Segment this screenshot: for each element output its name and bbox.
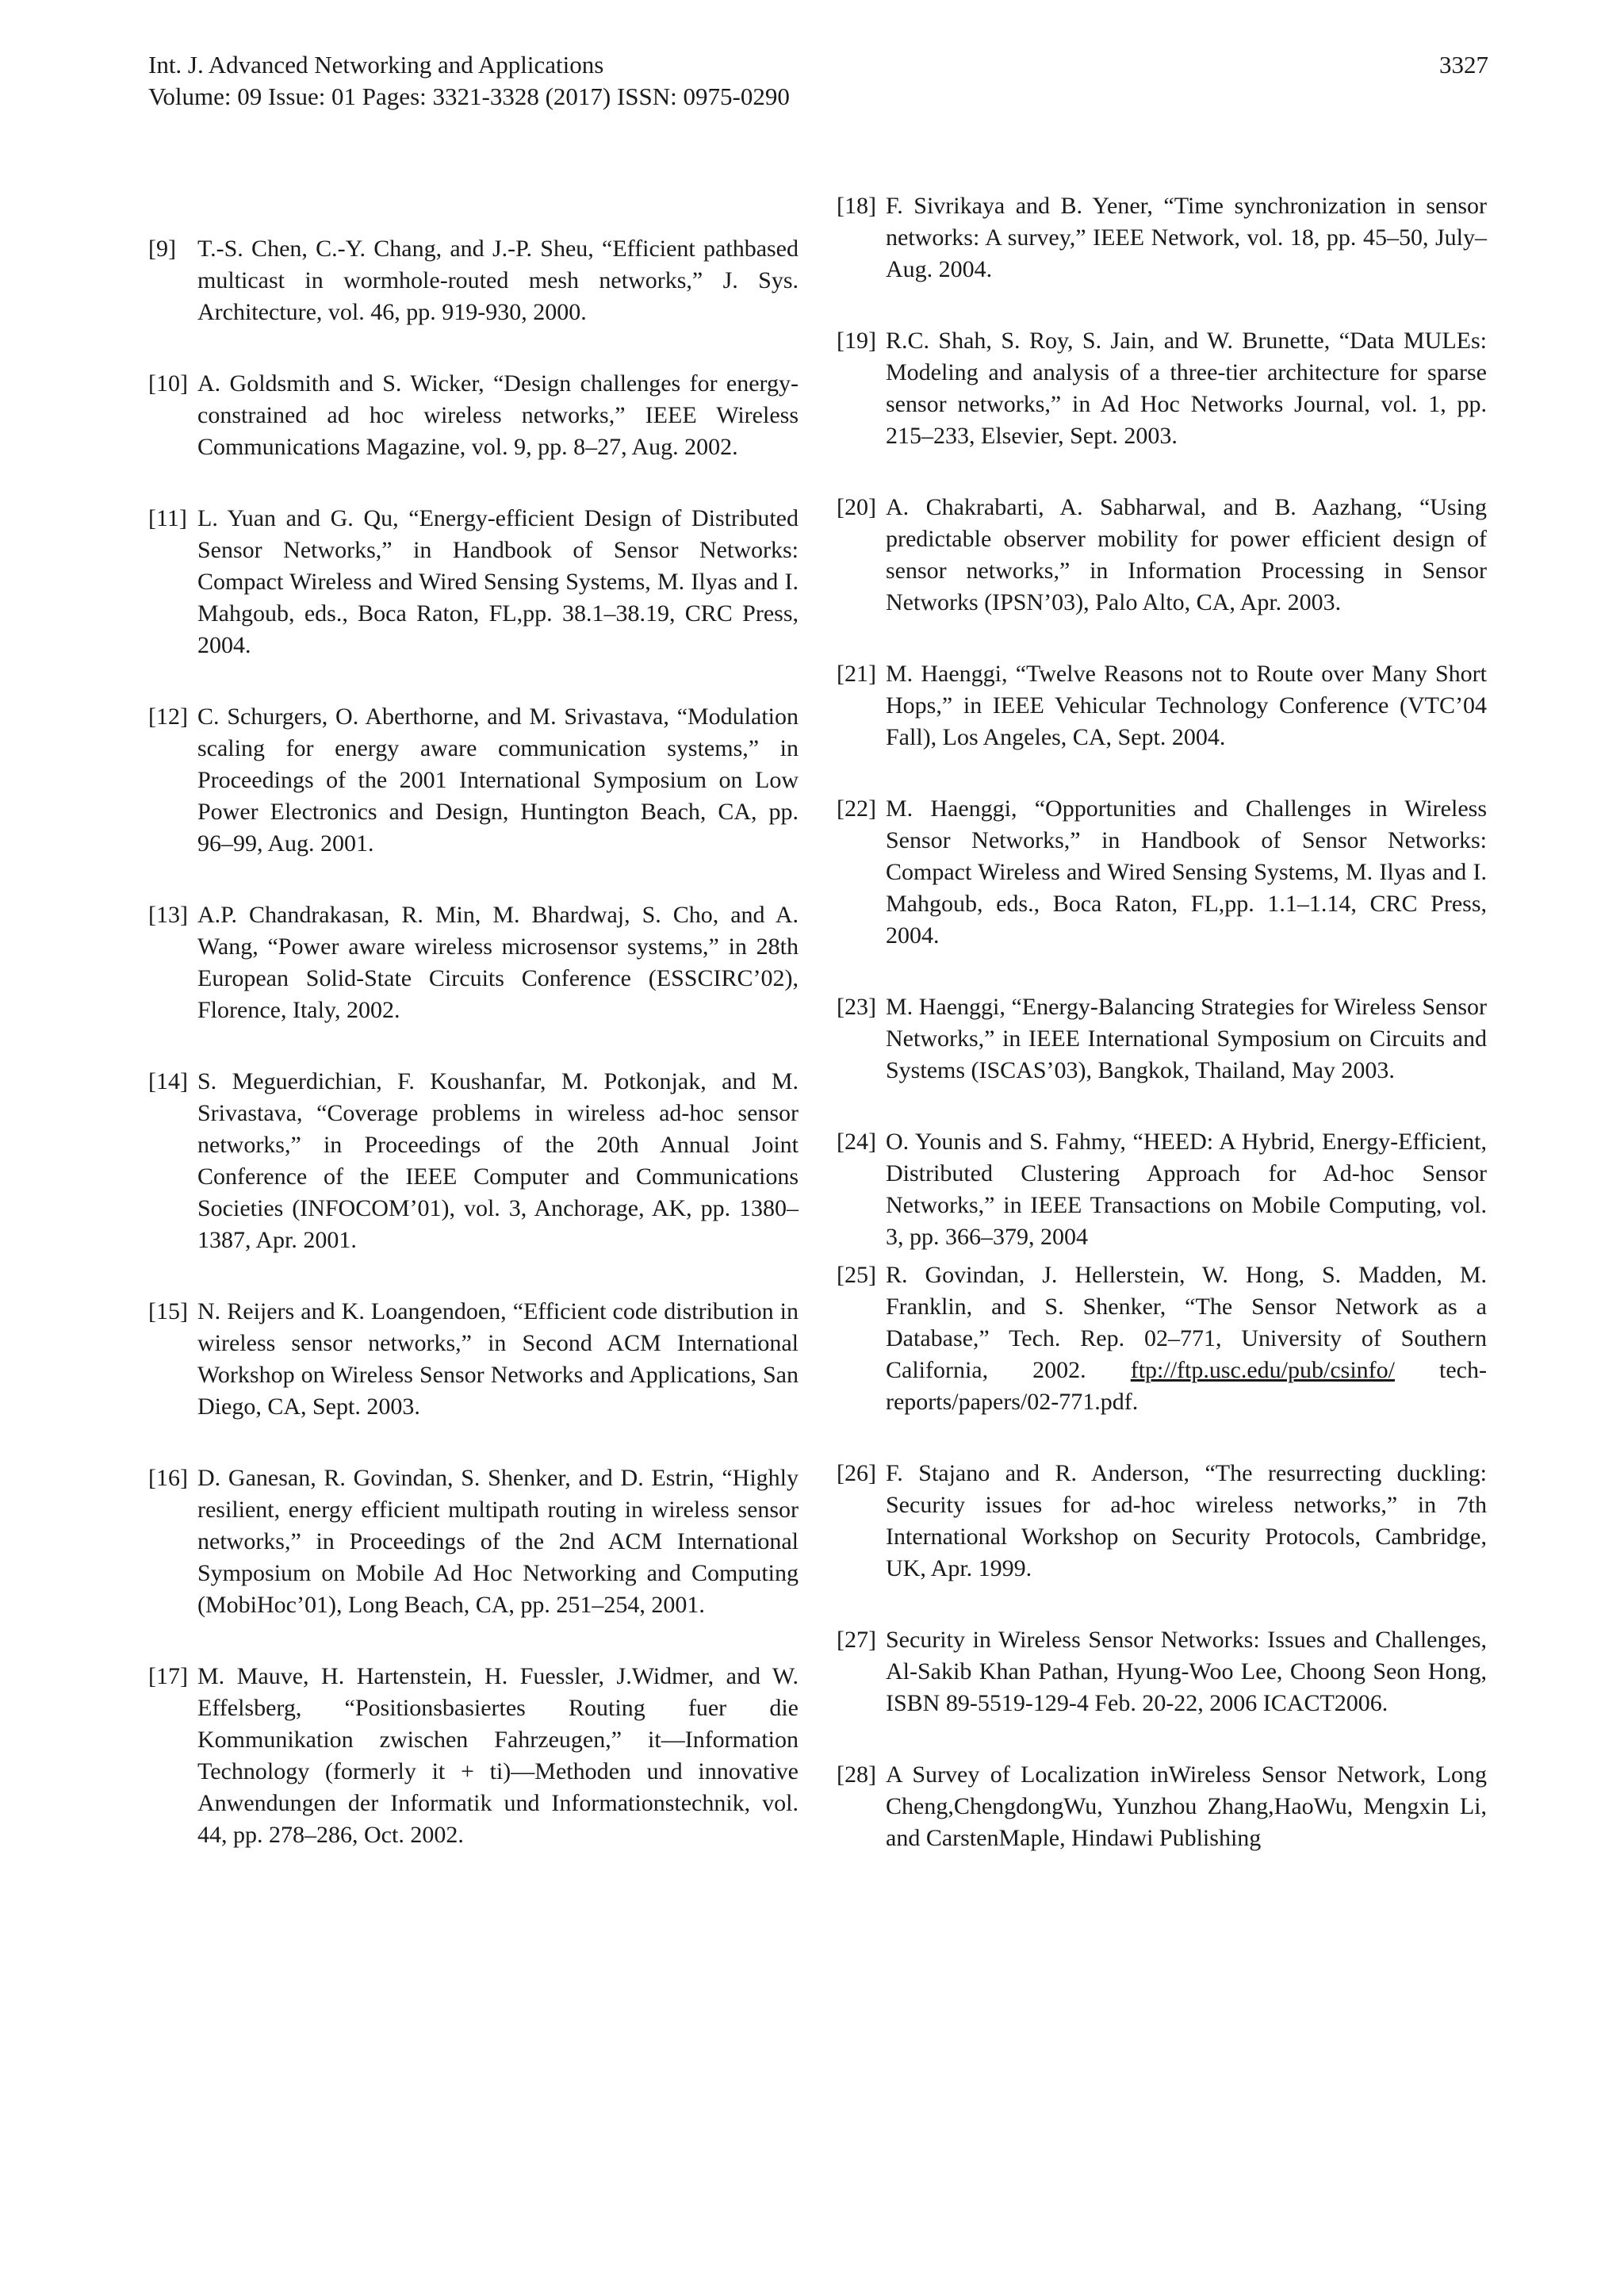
reference-text: N. Reijers and K. Loangendoen, “Efficient code distribution in wireless sensor networks,” in Second ACM International Workshop on Wireless Sensor Networks and Applications, San Diego, CA, Sept. 2003.: [197, 1298, 799, 1420]
reference-number: [21]: [837, 661, 876, 687]
reference-item: [837, 1624, 1487, 1719]
reference-number: [14]: [148, 1068, 188, 1094]
reference-item: [837, 492, 1487, 619]
reference-number: [15]: [148, 1298, 188, 1324]
reference-number: [25]: [837, 1262, 876, 1288]
reference-item: [837, 658, 1487, 753]
reference-text: F. Stajano and R. Anderson, “The resurrecting duckling: Security issues for ad-hoc wireless networks,” in 7th International Workshop on Security Protocols, Cambridge, UK, Apr. 1999.: [886, 1460, 1487, 1581]
reference-item: [837, 325, 1487, 452]
reference-item: [837, 991, 1487, 1087]
reference-number: [18]: [837, 193, 876, 219]
reference-number: [16]: [148, 1465, 188, 1491]
reference-number: [28]: [837, 1761, 876, 1788]
reference-item: [148, 1296, 799, 1423]
reference-number: [22]: [837, 795, 876, 822]
reference-item: [837, 1458, 1487, 1585]
reference-text-after-link: tech-reports/papers/02-771.pdf.: [886, 1357, 1487, 1415]
journal-title: Int. J. Advanced Networking and Applications: [148, 51, 604, 79]
reference-item: [148, 1066, 799, 1256]
reference-item: [148, 701, 799, 860]
reference-number: [12]: [148, 703, 188, 730]
reference-text: A.P. Chandrakasan, R. Min, M. Bhardwaj, S. Cho, and A. Wang, “Power aware wireless microsensor systems,” in 28th European Solid-State Circuits Conference (ESSCIRC’02), Florence, Italy, 2002.: [197, 902, 799, 1023]
reference-number: [26]: [837, 1460, 876, 1486]
reference-item: [148, 233, 799, 328]
reference-item: [837, 1126, 1487, 1253]
reference-text: M. Haenggi, “Opportunities and Challenges in Wireless Sensor Networks,” in Handbook of Sensor Networks: Compact Wireless and Wired Sensing Systems, M. Ilyas and I. Mahgoub, eds., Boca Raton, FL,pp. 1.1–1.14, CRC Press, 2004.: [886, 795, 1487, 949]
reference-number: [23]: [837, 994, 876, 1020]
reference-text: A Survey of Localization inWireless Sensor Network, Long Cheng,ChengdongWu, Yunzhou Zhang,HaoWu, Mengxin Li, and CarstenMaple, Hindawi Publishing: [886, 1761, 1487, 1851]
reference-item: [148, 503, 799, 661]
reference-text: L. Yuan and G. Qu, “Energy-efficient Design of Distributed Sensor Networks,” in Handbook of Sensor Networks: Compact Wireless and Wired Sensing Systems, M. Ilyas and I. Mahgoub, eds., Boca Raton, FL,pp. 38.1–38.19, CRC Press, 2004.: [197, 505, 799, 658]
reference-number: [20]: [837, 494, 876, 520]
header-line-1: [148, 49, 1488, 81]
reference-item: [148, 1661, 799, 1851]
page-number: 3327: [1439, 51, 1488, 79]
reference-text: M. Haenggi, “Twelve Reasons not to Route over Many Short Hops,” in IEEE Vehicular Technology Conference (VTC’04 Fall), Los Angeles, CA, Sept. 2004.: [886, 661, 1487, 750]
reference-text: A. Chakrabarti, A. Sabharwal, and B. Aazhang, “Using predictable observer mobility for power efficient design of sensor networks,” in Information Processing in Sensor Networks (IPSN’03), Palo Alto, CA, Apr. 2003.: [886, 494, 1487, 615]
reference-text: M. Haenggi, “Energy-Balancing Strategies for Wireless Sensor Networks,” in IEEE International Symposium on Circuits and Systems (ISCAS’03), Bangkok, Thailand, May 2003.: [886, 994, 1487, 1083]
reference-text: M. Mauve, H. Hartenstein, H. Fuessler, J.Widmer, and W. Effelsberg, “Positionsbasiertes Routing fuer die Kommunikation zwischen Fahrzeugen,” it—Information Technology (formerly it + ti)—Methoden und innovative Anwendungen der Informatik und Informationstechnik, vol. 44, pp. 278–286, Oct. 2002.: [197, 1663, 799, 1848]
reference-item: [837, 190, 1487, 286]
reference-text: C. Schurgers, O. Aberthorne, and M. Srivastava, “Modulation scaling for energy aware communication systems,” in Proceedings of the 2001 International Symposium on Low Power Electronics and Design, Huntington Beach, CA, pp. 96–99, Aug. 2001.: [197, 703, 799, 857]
reference-number: [19]: [837, 328, 876, 354]
reference-number: [17]: [148, 1663, 188, 1689]
reference-text: O. Younis and S. Fahmy, “HEED: A Hybrid, Energy-Efficient, Distributed Clustering Approach for Ad-hoc Sensor Networks,” in IEEE Transactions on Mobile Computing, vol. 3, pp. 366–379, 2004: [886, 1129, 1487, 1250]
volume-line: Volume: 09 Issue: 01 Pages: 3321-3328 (2017) ISSN: 0975-0290: [148, 82, 790, 110]
reference-number: [24]: [837, 1129, 876, 1155]
reference-item: [148, 899, 799, 1026]
reference-text: T.-S. Chen, C.-Y. Chang, and J.-P. Sheu, “Efficient pathbased multicast in wormhole-routed mesh networks,” J. Sys. Architecture, vol. 46, pp. 919-930, 2000.: [197, 236, 799, 325]
reference-text: Security in Wireless Sensor Networks: Issues and Challenges, Al-Sakib Khan Pathan, Hyung-Woo Lee, Choong Seon Hong, ISBN 89-5519-129-4 Feb. 20-22, 2006 ICACT2006.: [886, 1627, 1487, 1716]
reference-number: [9]: [148, 236, 176, 262]
reference-item: [837, 1759, 1487, 1854]
reference-text: R.C. Shah, S. Roy, S. Jain, and W. Brunette, “Data MULEs: Modeling and analysis of a three-tier architecture for sparse sensor networks,” in Ad Hoc Networks Journal, vol. 1, pp. 215–233, Elsevier, Sept. 2003.: [886, 328, 1487, 449]
reference-number: [10]: [148, 370, 188, 397]
reference-text: S. Meguerdichian, F. Koushanfar, M. Potkonjak, and M. Srivastava, “Coverage problems in wireless ad-hoc sensor networks,” in Proceedings of the 20th Annual Joint Conference of the IEEE Computer and Communications Societies (INFOCOM’01), vol. 3, Anchorage, AK, pp. 1380–1387, Apr. 2001.: [197, 1068, 799, 1253]
running-header: [148, 49, 1488, 113]
reference-text: F. Sivrikaya and B. Yener, “Time synchronization in sensor networks: A survey,” IEEE Network, vol. 18, pp. 45–50, July–Aug. 2004.: [886, 193, 1487, 282]
ftp-link[interactable]: ftp://ftp.usc.edu/pub/csinfo/: [1130, 1357, 1395, 1383]
reference-text: A. Goldsmith and S. Wicker, “Design challenges for energy-constrained ad hoc wireless networks,” IEEE Wireless Communications Magazine, vol. 9, pp. 8–27, Aug. 2002.: [197, 370, 799, 460]
reference-item: [837, 1259, 1487, 1418]
reference-number: [11]: [148, 505, 187, 531]
reference-number: [27]: [837, 1627, 876, 1653]
reference-item: [148, 1462, 799, 1621]
references-left-column: [148, 190, 799, 1891]
reference-text-before-link: R. Govindan, J. Hellerstein, W. Hong, S. Madden, M. Franklin, and S. Shenker, “The Sensor Network as a Database,” Tech. Rep. 02–771, University of Southern California, 2002.: [886, 1262, 1487, 1383]
reference-text: D. Ganesan, R. Govindan, S. Shenker, and D. Estrin, “Highly resilient, energy efficient multipath routing in wireless sensor networks,” in Proceedings of the 2nd ACM International Symposium on Mobile Ad Hoc Networking and Computing (MobiHoc’01), Long Beach, CA, pp. 251–254, 2001.: [197, 1465, 799, 1618]
reference-text: [886, 1259, 1487, 1418]
reference-number: [13]: [148, 902, 188, 928]
references-right-column: [837, 190, 1487, 1894]
reference-item: [837, 793, 1487, 952]
reference-item: [148, 368, 799, 463]
